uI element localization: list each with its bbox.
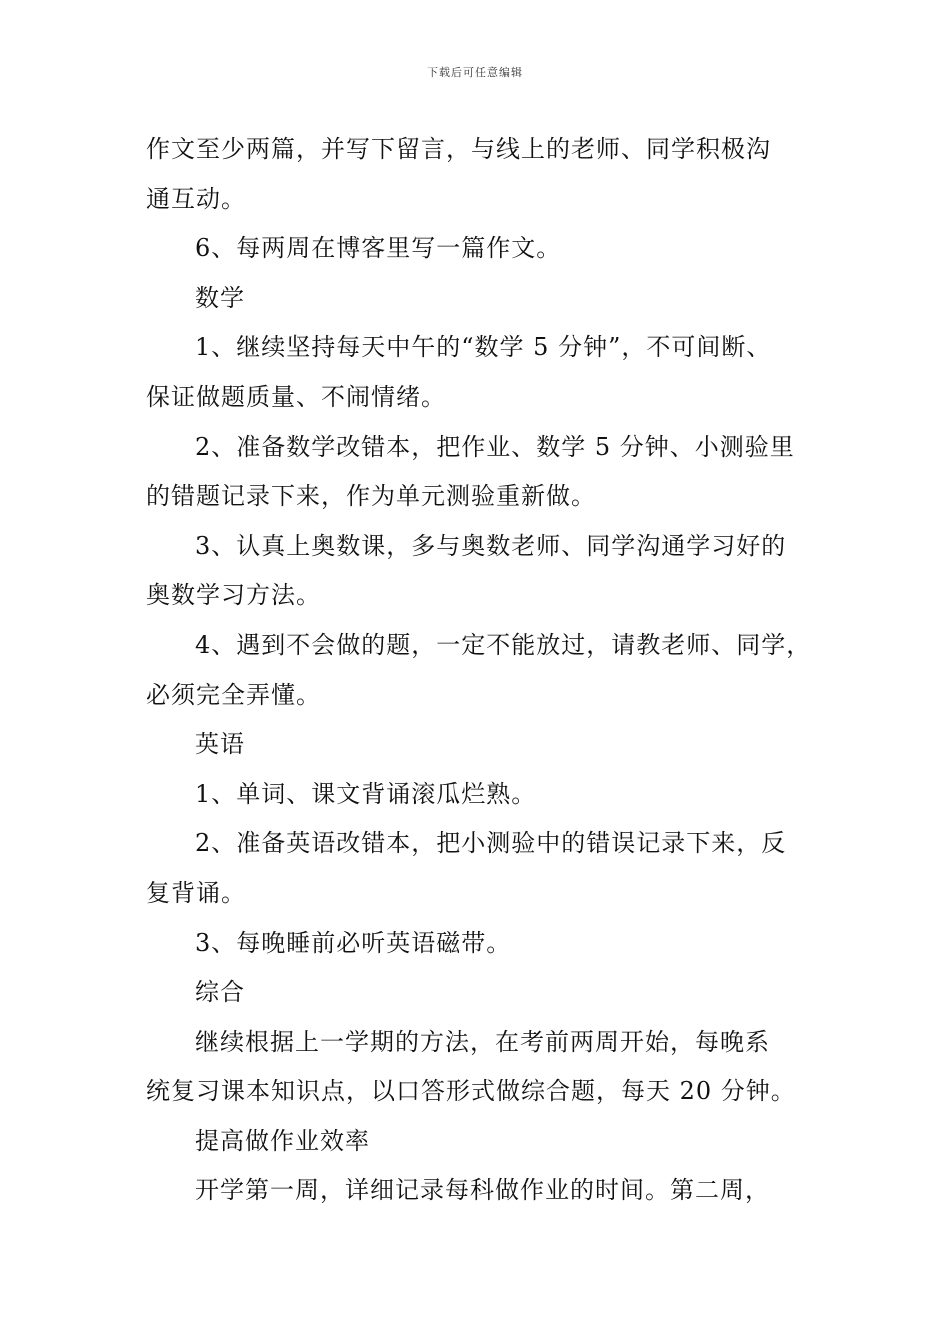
text-line: 复背诵。 [146,878,246,907]
text-line: 4、遇到不会做的题，一定不能放过，请教老师、同学， [195,630,812,659]
text-line: 保证做题质量、不闹情绪。 [146,382,446,411]
text-line: 奥数学习方法。 [146,581,321,610]
section-heading-efficiency: 提高做作业效率 [195,1126,370,1155]
document-body [146,125,810,1216]
text-line: 1、单词、课文背诵滚瓜烂熟。 [195,779,537,808]
text-line: 的错题记录下来，作为单元测验重新做。 [146,482,596,511]
text-line: 3、认真上奥数课，多与奥数老师、同学沟通学习好的 [195,531,787,560]
text-line: 统复习课本知识点，以口答形式做综合题，每天 20 分钟。 [146,1077,796,1106]
text-line: 1、继续坚持每天中午的“数学 5 分钟”，不可间断、 [195,333,772,362]
text-line: 必须完全弄懂。 [146,680,321,709]
text-line: 开学第一周，详细记录每科做作业的时间。第二周， [195,1176,770,1205]
text-line: 通互动。 [146,184,246,213]
section-heading-math: 数学 [195,283,245,312]
text-line: 3、每晚睡前必听英语磁带。 [195,928,512,957]
text-line: 作文至少两篇，并写下留言，与线上的老师、同学积极沟 [146,135,771,163]
text-line: 6、每两周在博客里写一篇作文。 [195,234,562,263]
text-line: 2、准备英语改错本，把小测验中的错误记录下来，反 [195,829,787,858]
section-heading-english: 英语 [195,730,245,759]
text-line: 2、准备数学改错本，把作业、数学 5 分钟、小测验里 [195,432,795,461]
page-header: 下载后可任意编辑 [427,66,523,79]
text-line: 继续根据上一学期的方法，在考前两周开始，每晚系 [195,1027,770,1056]
section-heading-general: 综合 [195,978,245,1007]
